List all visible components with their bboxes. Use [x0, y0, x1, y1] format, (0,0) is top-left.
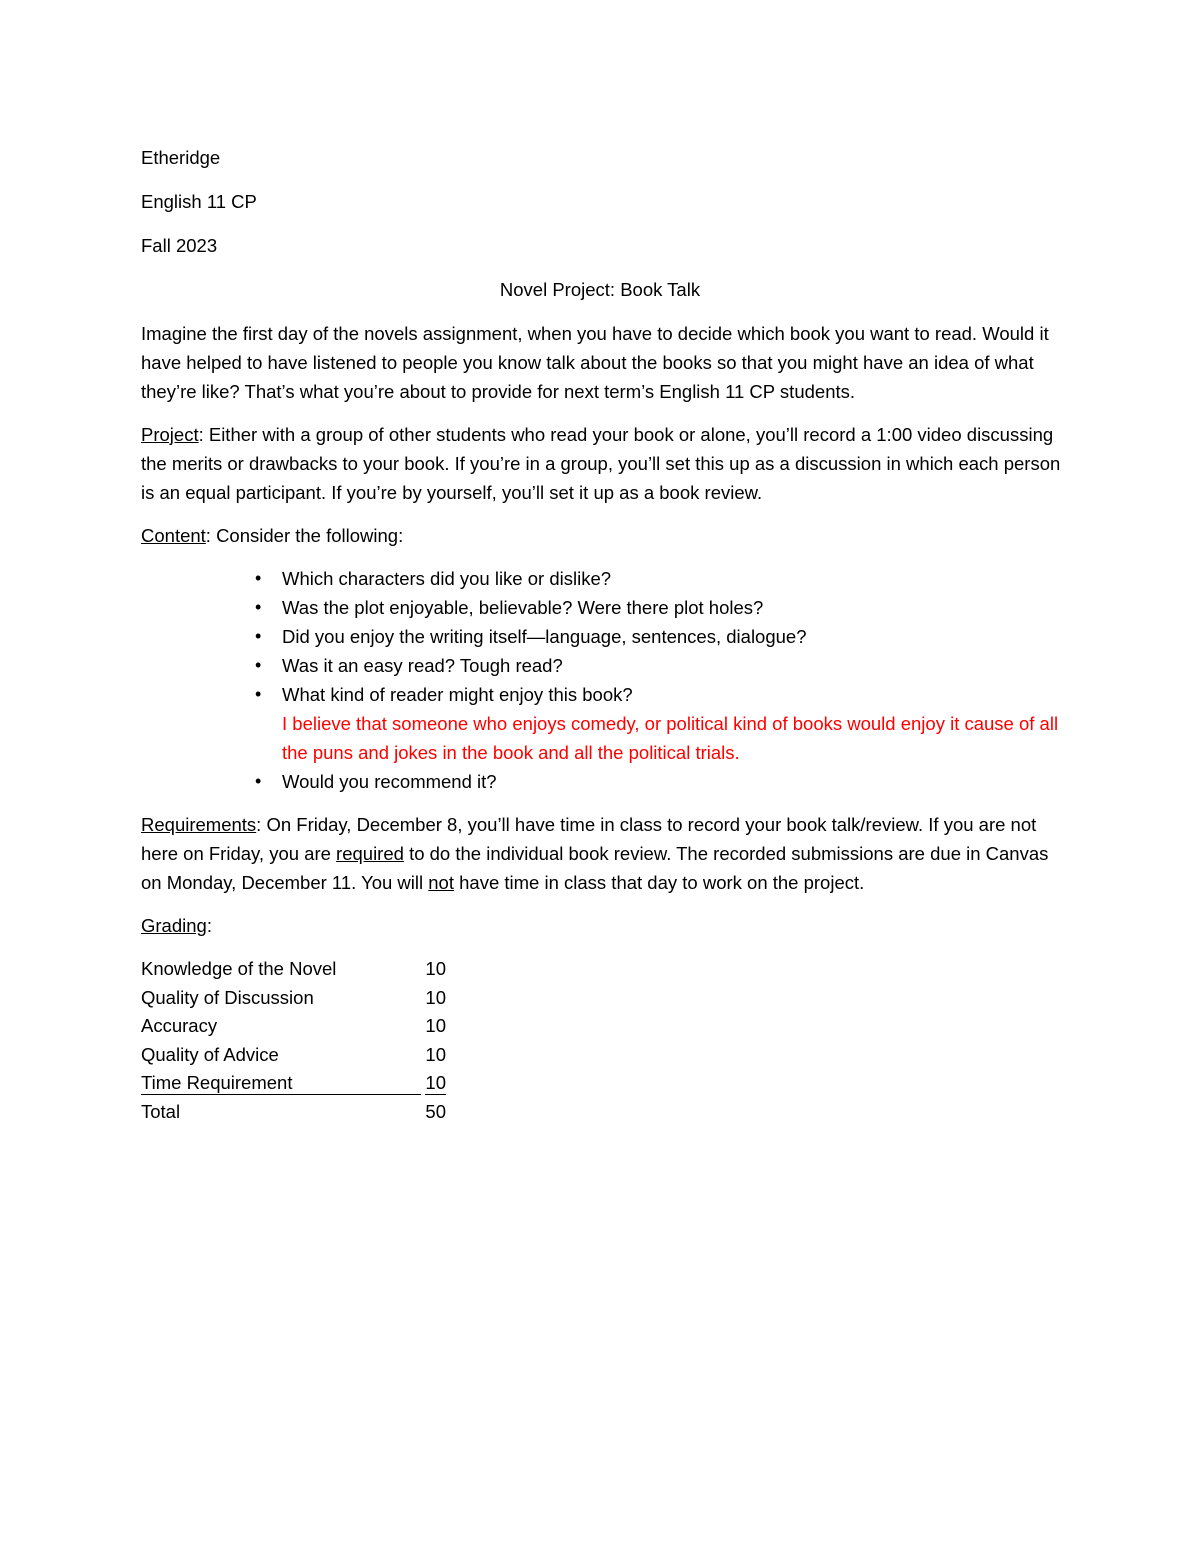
table-row: Quality of Advice 10	[141, 1043, 446, 1065]
table-row: Accuracy 10	[141, 1015, 446, 1036]
not-emphasis: not	[428, 872, 454, 893]
project-label: Project	[141, 424, 199, 445]
student-answer: I believe that someone who enjoys comedy, or political kind of books would enjoy it cause of all the puns and jokes in the book and all the political trials.	[282, 713, 1059, 763]
requirements-label: Requirements	[141, 814, 257, 835]
list-item: • Did you enjoy the writing itself—language, sentences, dialogue?	[282, 622, 1061, 651]
content-paragraph	[141, 521, 1061, 550]
list-item: • Would you recommend it?	[282, 767, 1061, 796]
list-item: • What kind of reader might enjoy this book? I believe that someone who enjoys comedy, or political kind of books would enjoy it cause of all the puns and jokes in the book and all the political trials.	[282, 680, 1061, 767]
intro-paragraph: Imagine the first day of the novels assignment, when you have to decide which book you want to read. Would it have helped to have listened to people you know talk about the books so that you might have an idea of what they’re like? That’s what you’re about to provide for next term’s English 11 CP students.	[141, 323, 1049, 402]
list-item: • Was the plot enjoyable, believable? Were there plot holes?	[282, 593, 1061, 622]
total-row: Total 50	[141, 1100, 446, 1122]
teacher-name: Etheridge	[141, 147, 221, 168]
list-item: • Was it an easy read? Tough read?	[282, 651, 1061, 680]
list-item: • Which characters did you like or dislike?	[282, 564, 1061, 593]
table-row: Knowledge of the Novel 10	[141, 958, 446, 979]
content-label: Content	[141, 525, 206, 546]
grading-heading: Grading:	[141, 915, 212, 936]
question-list	[141, 564, 1061, 796]
term: Fall 2023	[141, 235, 218, 256]
document-title: Novel Project: Book Talk	[499, 279, 701, 300]
document-body	[141, 143, 1061, 1126]
grading-table	[141, 955, 446, 1126]
requirements-paragraph: Requirements: On Friday, December 8, you’ll have time in class to record your book talk/review. If you are not here on Friday, you are required to do the individual book review. The recorded submissions are due in Canvas on Monday, December 11. You will not have time in class that day to work on the project.	[141, 814, 1049, 893]
project-paragraph	[141, 420, 1061, 507]
table-row: Quality of Discussion 10	[141, 986, 446, 1008]
table-row: Time Requirement 10	[141, 1072, 446, 1093]
course-name: English 11 CP	[141, 191, 257, 212]
project-text: : Either with a group of other students who read your book or alone, you’ll record a 1:00 video discussing the merits or drawbacks to your book. If you’re in a group, you’ll set this up as a discussion in which each person is an equal participant. If you’re by yourself, you’ll set it up as a book review.	[141, 424, 1061, 503]
required-emphasis: required	[336, 843, 404, 864]
content-text: : Consider the following:	[205, 525, 404, 546]
